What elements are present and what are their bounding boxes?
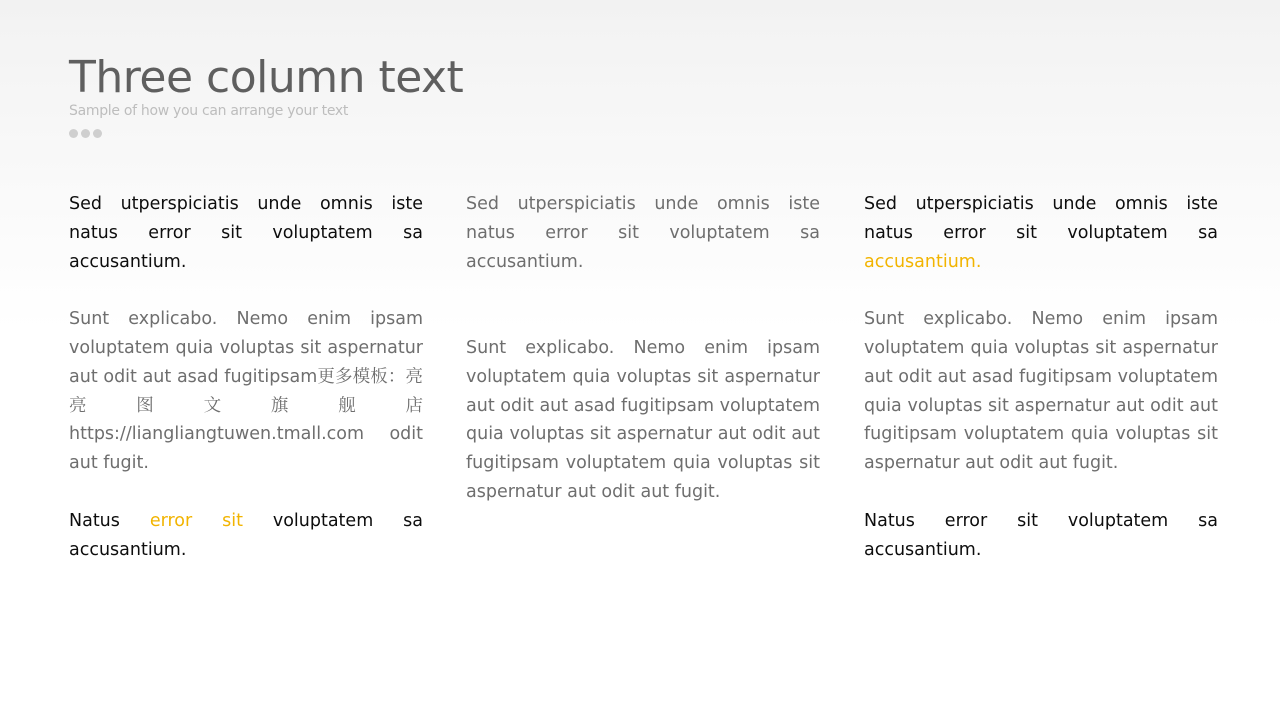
text-column-1 bbox=[69, 190, 423, 564]
text-column-3 bbox=[864, 190, 1218, 564]
column-2-body: Sunt explicabo. Nemo enim ipsam voluptatem quia voluptas sit aspernatur aut odit aut asad fugitipsam voluptatem quia voluptas sit aspernatur aut odit aut fugitipsam voluptatem quia voluptas sit aspernatur aut odit aut fugit. bbox=[466, 337, 820, 502]
closing-highlight: error sit bbox=[149, 510, 243, 531]
column-1-lead: Sed utperspiciatis unde omnis iste natus error sit voluptatem sa accusantium. bbox=[69, 194, 423, 272]
column-1-closing bbox=[69, 507, 423, 565]
closing-prefix: Natus bbox=[69, 510, 150, 531]
lead-highlight: accusantium. bbox=[864, 251, 982, 272]
dot bbox=[81, 129, 90, 138]
spacer bbox=[864, 276, 1218, 305]
column-3-lead bbox=[864, 190, 1218, 276]
slide-subtitle: Sample of how you can arrange your text bbox=[69, 103, 349, 119]
column-3-body: Sunt explicabo. Nemo enim ipsam voluptatem quia voluptas sit aspernatur aut odit aut asad fugitipsam voluptatem quia voluptas sit aspernatur aut odit aut fugitipsam voluptatem quia voluptas sit aspernatur aut odit aut fugit. bbox=[864, 309, 1218, 474]
slide-title: Three column text bbox=[69, 52, 464, 103]
dot bbox=[93, 129, 102, 138]
spacer bbox=[69, 478, 423, 507]
spacer bbox=[69, 276, 423, 305]
lead-prefix: Sed utperspiciatis unde omnis iste natus error sit voluptatem sa bbox=[864, 194, 1218, 243]
spacer bbox=[466, 276, 820, 334]
closing-suffix: voluptatem sa accusantium. bbox=[69, 510, 423, 560]
dot bbox=[69, 129, 78, 138]
column-3-closing: Natus error sit voluptatem sa accusantium. bbox=[864, 510, 1218, 560]
decorative-dots bbox=[69, 129, 105, 138]
column-1-body: Sunt explicabo. Nemo enim ipsam voluptatem quia voluptas sit aspernatur aut odit aut asad fugitipsam更多模板：亮亮图文旗舰店https://liangliangtuwen.tmall.com odit aut fugit. bbox=[69, 309, 423, 474]
text-column-2 bbox=[466, 190, 820, 507]
column-2-lead: Sed utperspiciatis unde omnis iste natus error sit voluptatem sa accusantium. bbox=[466, 194, 820, 272]
spacer bbox=[864, 478, 1218, 507]
